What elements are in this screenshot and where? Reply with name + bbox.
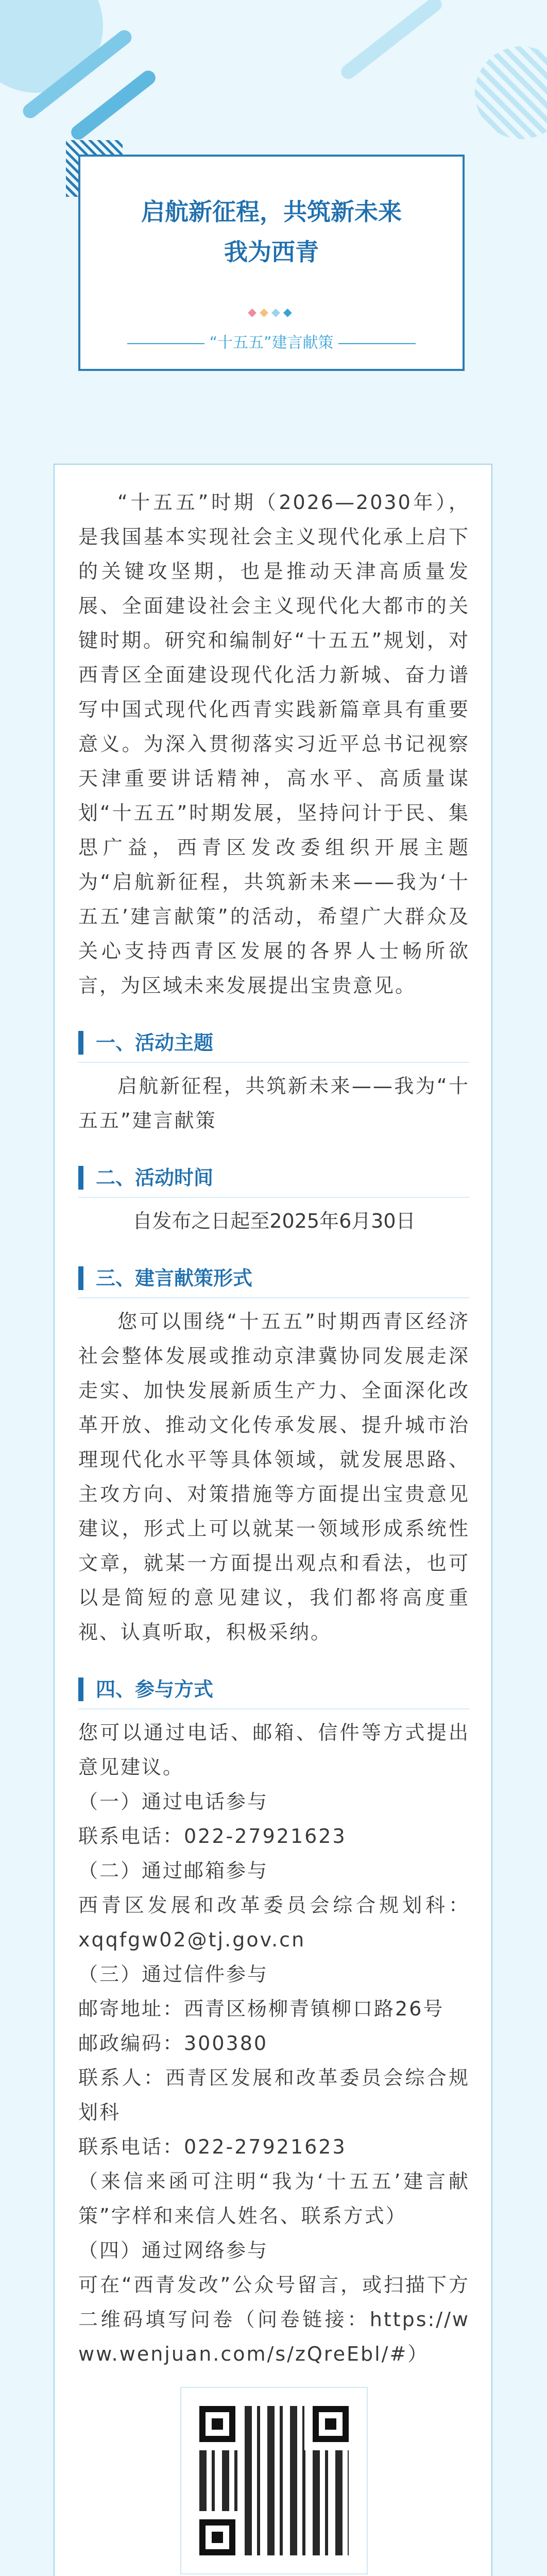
- qr-finder-icon: [199, 2406, 235, 2442]
- survey-link-line[interactable]: 可在“西青发改”公众号留言，或扫描下方二维码填写问卷（问卷链接：https://www.wenjuan.com/s/zQreEbl/#）: [78, 2274, 470, 2365]
- section-heading-form: [78, 1259, 470, 1298]
- phone-line[interactable]: 联系电话：022-27921623: [78, 1825, 347, 1848]
- address-line: 邮寄地址：西青区杨柳青镇柳口路26号: [78, 1997, 445, 2020]
- decorative-hatched-circle: [475, 46, 547, 139]
- subtitle-text: “十五五”建言献策: [209, 334, 334, 352]
- title-box: [78, 155, 465, 371]
- decorative-dots: ◆◆◆◆: [248, 306, 295, 319]
- section-heading-text: 一、活动主题: [96, 1031, 214, 1054]
- heading-bar: [78, 1266, 83, 1290]
- methods-line: （一）通过电话参与: [78, 1790, 269, 1813]
- form-body: 您可以围绕“十五五”时期西青区经济社会整体发展或推动京津冀协同发展走深走实、加快发展新质生产力、全面深化改革开放、推动文化传承发展、提升城市治理现代化水平等具体领域，就发展思路、主攻方向、对策措施等方面提出宝贵意见建议，形式上可以就某一领域形成系统性文章，就某一方面提出观点和看法，也可以是简短的意见建议，我们都将高度重视、认真听取，积极采纳。: [78, 1310, 470, 1643]
- heading-bar: [78, 1166, 83, 1190]
- methods-line: （四）通过网络参与: [78, 2239, 269, 2262]
- section-heading-text: 二、活动时间: [96, 1166, 214, 1189]
- qr-finder-icon: [199, 2519, 235, 2555]
- section-heading-methods: [78, 1670, 470, 1709]
- section-heading-time: [78, 1159, 470, 1198]
- heading-bar: [78, 1031, 83, 1055]
- heading-bar: [78, 1677, 83, 1701]
- decorative-circle: [0, 0, 103, 93]
- title-line: 启航新征程，共筑新未来: [141, 198, 402, 226]
- postcode-line: 邮政编码：300380: [78, 2032, 268, 2055]
- methods-note: （来信来函可注明“我为‘十五五’建言献策”字样和来信人姓名、联系方式）: [78, 2170, 470, 2227]
- theme-body: 启航新征程，共筑新未来——我为“十五五”建言献策: [78, 1075, 470, 1132]
- methods-line: 您可以通过电话、邮箱、信件等方式提出意见建议。: [78, 1721, 470, 1778]
- content-card: [54, 464, 492, 2576]
- decorative-stripe: [338, 0, 445, 82]
- qr-code-frame: [180, 2387, 368, 2574]
- intro-paragraph: “十五五”时期（2026—2030年），是我国基本实现社会主义现代化承上启下的关键攻坚期，也是推动天津高质量发展、全面建设社会主义现代化大都市的关键时期。研究和编制好“十五五”规划，对西青区全面建设现代化活力新城、奋力谱写中国式现代化西青实践新篇章具有重要意义。为深入贯彻落实习近平总书记视察天津重要讲话精神，高水平、高质量谋划“十五五”时期发展，坚持问计于民、集思广益，西青区发改委组织开展主题为“启航新征程，共筑新未来——我为‘十五五’建言献策”的活动，希望广大群众及关心支持西青区发展的各界人士畅所欲言，为区域未来发展提出宝贵意见。: [78, 491, 470, 997]
- section-heading-text: 三、建言献策形式: [96, 1267, 253, 1290]
- methods-line: （二）通过邮箱参与: [78, 1859, 269, 1882]
- email-line[interactable]: 西青区发展和改革委员会综合规划科：xqqfgw02@tj.gov.cn: [78, 1894, 470, 1951]
- page-title: [80, 192, 463, 272]
- time-body: 自发布之日起至2025年6月30日: [132, 1210, 416, 1232]
- section-heading-text: 四、参与方式: [96, 1678, 214, 1701]
- methods-line: （三）通过信件参与: [78, 1963, 269, 1986]
- page-subtitle: [80, 330, 463, 352]
- qr-finder-icon: [313, 2406, 349, 2442]
- section-heading-theme: [78, 1024, 470, 1063]
- qr-code-icon[interactable]: [199, 2406, 349, 2555]
- title-line: 我为西青: [224, 238, 319, 266]
- contact-line: 联系人：西青区发展和改革委员会综合规划科: [78, 2066, 470, 2124]
- phone-line[interactable]: 联系电话：022-27921623: [78, 2136, 347, 2158]
